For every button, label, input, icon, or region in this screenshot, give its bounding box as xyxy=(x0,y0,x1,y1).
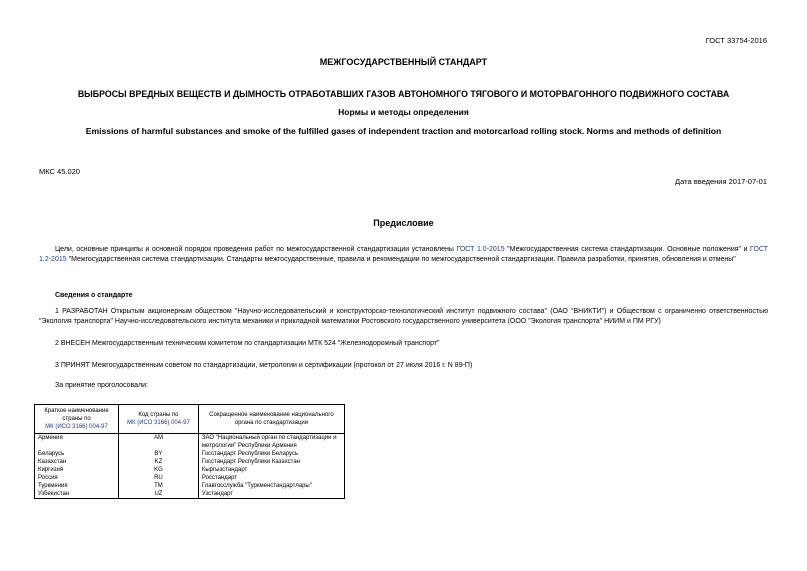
countries-table xyxy=(34,404,345,499)
preface-text-b: "Межгосударственная система стандартизации. Основные положения" и xyxy=(504,246,751,253)
header-code: Код страны по МК (ИСО 3166) 004-97 xyxy=(119,405,199,434)
doc-number: ГОСТ 33754-2016 xyxy=(705,36,767,45)
country-cell: Киргизия xyxy=(35,466,119,474)
code-cell: RU xyxy=(119,474,199,482)
title-en: Emissions of harmful substances and smoke of the fulfilled gases of independent traction and motorcarload rolling stock. Norms and methods of definition xyxy=(85,126,722,136)
country-cell: Россия xyxy=(35,474,119,482)
code-cell: UZ xyxy=(119,490,199,499)
country-cell: Казахстан xyxy=(35,458,119,466)
item-submitted: 2 ВНЕСЕН Межгосударственным техническим комитетом по стандартизации МТК 524 "Железнодорожный транспорт" xyxy=(55,340,440,347)
body-cell: Госстандарт Республики Беларусь xyxy=(198,450,344,458)
body-cell: Главгосслужба "Туркменстандартлары" xyxy=(198,482,344,490)
header-body: Сокращенное наименование национального органа по стандартизации xyxy=(198,405,344,434)
table-row xyxy=(35,466,345,474)
country-cell: Туркмения xyxy=(35,482,119,490)
code-cell: BY xyxy=(119,450,199,458)
body-cell: Росстандарт xyxy=(198,474,344,482)
code-cell: KZ xyxy=(119,458,199,466)
item-developed: 1 РАЗРАБОТАН Открытым акционерным обществом "Научно-исследовательский и конструкторско-технологический институт подвижного состава" (ОАО "ВНИКТИ") и Обществом с ограниченно ответственностью "Экология транспорта" Научно-исследовательского института механики и прикладной математики Ростовского государственного университета (ООО "Экология транспорта" НИИМ и ПМ РГУ) xyxy=(39,308,768,325)
table-row xyxy=(35,474,345,482)
preface-text-a: Цели, основные принципы и основной порядок проведения работ по межгосударственной стандартизации установлены xyxy=(55,246,457,253)
code-cell: TM xyxy=(119,482,199,490)
code-cell: AM xyxy=(119,434,199,451)
body-cell: ЗАО "Национальный орган по стандартизации и метрологии" Республики Армения xyxy=(198,434,344,451)
table-row xyxy=(35,458,345,466)
voted-label: За принятие проголосовали: xyxy=(55,382,148,389)
gost-1-0-link[interactable]: ГОСТ 1.0-2015 xyxy=(456,246,505,253)
mk-iso-link[interactable]: МК (ИСО 3166) 004-97 xyxy=(45,424,108,430)
country-cell: Узбекистан xyxy=(35,490,119,499)
country-cell: Армения xyxy=(35,434,119,451)
preface-heading: Предисловие xyxy=(373,218,434,228)
table-row xyxy=(35,450,345,458)
standard-type: МЕЖГОСУДАРСТВЕННЫЙ СТАНДАРТ xyxy=(319,57,488,67)
body-cell: Госстандарт Республики Казахстан xyxy=(198,458,344,466)
preface-paragraph xyxy=(39,245,768,265)
table-row xyxy=(35,490,345,499)
code-cell: KG xyxy=(119,466,199,474)
table-row xyxy=(35,434,345,451)
preface-text-c: "Межгосударственная система стандартизации. Стандарты межгосударственные, правила и рекомендации по межгосударственной стандартизации. Правила разработки, принятия, обновления и отмены" xyxy=(66,256,736,263)
title-ru: ВЫБРОСЫ ВРЕДНЫХ ВЕЩЕСТВ И ДЫМНОСТЬ ОТРАБОТАВШИХ ГАЗОВ АВТОНОМНОГО ТЯГОВОГО И МОТОРВАГОННОГО ПОДВИЖНОГО СОСТАВА xyxy=(77,89,730,99)
table-row xyxy=(35,482,345,490)
subtitle-ru: Нормы и методы определения xyxy=(338,107,469,117)
body-cell: Кыргызстандарт xyxy=(198,466,344,474)
gost-1-2-link[interactable]: ГОСТ 1.2-2015 xyxy=(39,246,768,263)
country-cell: Беларусь xyxy=(35,450,119,458)
item-adopted: 3 ПРИНЯТ Межгосударственным советом по стандартизации, метрологии и сертификации (протокол от 27 июля 2016 г. N 89-П) xyxy=(55,362,473,369)
mk-iso-link[interactable]: МК (ИСО 3166) 004-97 xyxy=(127,420,190,426)
body-cell: Узстандарт xyxy=(198,490,344,499)
mks-code: МКС 45.020 xyxy=(39,167,80,176)
header-country: Краткое наименование страны по МК (ИСО 3166) 004-97 xyxy=(35,405,119,434)
table-header-row xyxy=(35,405,345,434)
info-heading: Сведения о стандарте xyxy=(55,292,133,299)
intro-date: Дата введения 2017-07-01 xyxy=(675,177,767,186)
